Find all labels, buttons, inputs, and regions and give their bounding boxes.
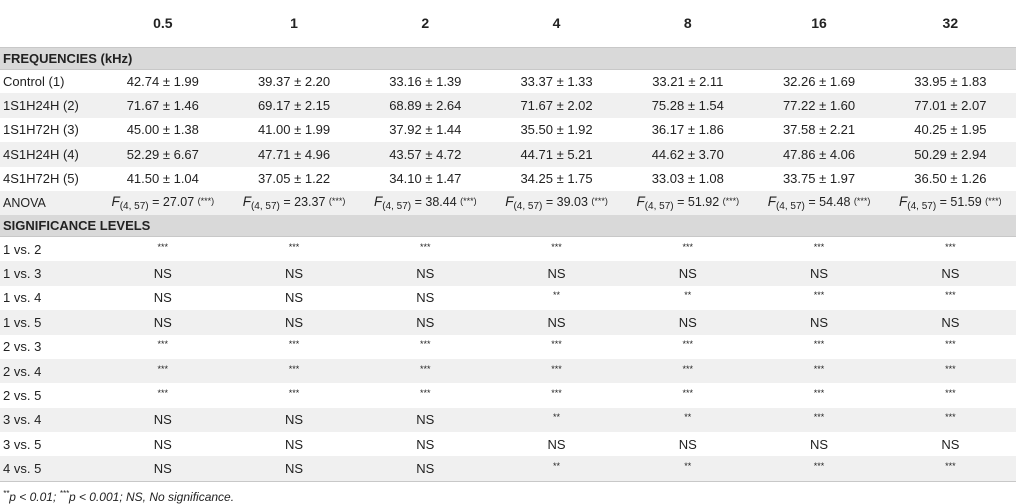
header-cell-4khz: 4 <box>491 0 622 47</box>
row-label: 1 vs. 5 <box>3 314 42 330</box>
data-cell: 33.95 ± 1.83 <box>914 73 987 89</box>
data-cell: NS <box>285 412 304 428</box>
significance-stars: *** <box>682 241 694 252</box>
degrees-of-freedom: (4, 57) <box>119 200 149 212</box>
row-label: 1 vs. 2 <box>3 241 42 257</box>
f-statistic-symbol: F <box>767 193 776 209</box>
data-cell <box>753 408 884 432</box>
data-cell: NS <box>678 266 697 282</box>
significance-stars: *** <box>813 241 825 252</box>
significance-stars: *** <box>945 412 956 423</box>
data-cell <box>753 335 884 359</box>
header-cell-32khz: 32 <box>885 0 1016 47</box>
data-cell: NS <box>678 436 697 452</box>
data-cell: NS <box>153 314 172 330</box>
data-cell: 37.58 ± 2.21 <box>782 122 856 138</box>
data-cell: 41.00 ± 1.99 <box>257 122 331 138</box>
data-cell: 44.71 ± 5.21 <box>520 146 593 162</box>
frequency-row <box>0 69 1016 93</box>
significance-marker: (***) <box>853 195 871 206</box>
data-cell: 41.50 ± 1.04 <box>126 171 199 187</box>
data-cell: 45.00 ± 1.38 <box>126 122 199 138</box>
equals-sign: = <box>542 194 557 209</box>
data-cell: NS <box>810 314 829 330</box>
data-cell: 33.03 ± 1.08 <box>651 171 724 187</box>
data-cell: 37.92 ± 1.44 <box>389 122 462 138</box>
significance-stars: ** <box>553 412 561 423</box>
significance-stars: *** <box>945 461 956 472</box>
header-cell-16khz: 16 <box>753 0 884 47</box>
row-label: 4 vs. 5 <box>3 461 42 477</box>
data-cell: NS <box>941 314 960 330</box>
significance-marker: (***) <box>197 195 215 206</box>
f-statistic-symbol: F <box>373 193 383 209</box>
data-cell: NS <box>547 436 566 452</box>
data-cell: NS <box>416 314 435 330</box>
data-cell <box>360 383 491 407</box>
anova-cell <box>885 191 1016 215</box>
significance-stars: *** <box>682 363 694 374</box>
equals-sign: = <box>148 194 163 209</box>
significance-stars: *** <box>813 363 825 374</box>
data-cell: 50.29 ± 2.94 <box>914 146 987 162</box>
significance-marker: (***) <box>460 195 477 206</box>
significance-stars: *** <box>551 241 562 252</box>
data-cell <box>228 359 359 383</box>
degrees-of-freedom: (4, 57) <box>250 200 280 212</box>
data-cell <box>360 237 491 261</box>
significance-marker: (***) <box>722 195 740 206</box>
data-cell: NS <box>285 266 304 282</box>
data-cell <box>885 359 1016 383</box>
significance-row <box>0 335 1016 359</box>
row-label: 1S1H24H (2) <box>3 98 79 114</box>
data-cell: NS <box>416 290 435 306</box>
data-cell <box>360 335 491 359</box>
data-cell: NS <box>153 412 172 428</box>
f-statistic-symbol: F <box>636 193 645 209</box>
anova-cell <box>360 191 491 215</box>
data-cell: 75.28 ± 1.54 <box>651 98 724 114</box>
f-statistic-symbol: F <box>899 193 908 209</box>
data-cell: 71.67 ± 2.02 <box>520 98 593 114</box>
f-value: 38.44 <box>425 194 457 209</box>
row-label: 2 vs. 4 <box>3 363 42 379</box>
significance-stars: *** <box>945 241 956 252</box>
frequency-row <box>0 167 1016 191</box>
data-cell: 77.01 ± 2.07 <box>914 98 987 114</box>
significance-stars: *** <box>813 461 825 472</box>
row-label: Control (1) <box>3 73 65 89</box>
significance-rows <box>0 237 1016 481</box>
significance-stars: ** <box>553 290 561 301</box>
data-cell: 47.86 ± 4.06 <box>782 146 856 162</box>
degrees-of-freedom: (4, 57) <box>775 200 805 212</box>
data-cell <box>491 383 622 407</box>
significance-stars: *** <box>288 241 300 252</box>
significance-row <box>0 383 1016 407</box>
header-cell-0-5khz: 0.5 <box>97 0 228 47</box>
data-cell: 36.17 ± 1.86 <box>651 122 724 138</box>
data-cell <box>622 383 753 407</box>
data-cell <box>491 286 622 310</box>
significance-stars: ** <box>684 412 692 423</box>
data-cell <box>491 408 622 432</box>
significance-stars: *** <box>420 387 431 398</box>
data-cell: 47.71 ± 4.96 <box>257 146 331 162</box>
row-label: 1 vs. 3 <box>3 266 42 282</box>
header-row <box>0 0 1016 47</box>
data-cell: NS <box>153 290 172 306</box>
data-cell <box>622 359 753 383</box>
significance-stars: *** <box>420 339 431 350</box>
anova-rows <box>0 191 1016 215</box>
significance-stars: *** <box>945 290 956 301</box>
data-cell <box>360 359 491 383</box>
section-row-frequencies <box>0 47 1016 69</box>
data-cell <box>491 359 622 383</box>
data-cell <box>622 335 753 359</box>
data-cell: 40.25 ± 1.95 <box>914 122 987 138</box>
significance-stars: *** <box>420 241 431 252</box>
row-label: 4S1H72H (5) <box>3 171 79 187</box>
data-cell: NS <box>153 266 172 282</box>
data-cell <box>97 237 228 261</box>
data-cell: 33.16 ± 1.39 <box>389 73 462 89</box>
data-cell: 34.10 ± 1.47 <box>389 171 462 187</box>
footnote-text-2: p < 0.01; <box>9 489 60 504</box>
significance-marker: (***) <box>591 195 608 206</box>
significance-row <box>0 310 1016 334</box>
significance-stars: *** <box>288 387 300 398</box>
significance-stars: *** <box>420 363 431 374</box>
frequency-rows <box>0 69 1016 191</box>
data-cell: NS <box>285 314 304 330</box>
data-cell: NS <box>941 266 960 282</box>
significance-stars: *** <box>157 339 169 350</box>
data-cell <box>228 383 359 407</box>
anova-cell <box>491 191 622 215</box>
equals-sign: = <box>411 194 426 209</box>
data-cell: 42.74 ± 1.99 <box>126 73 199 89</box>
data-cell <box>885 383 1016 407</box>
data-cell: NS <box>285 461 304 477</box>
header-cell-corner <box>0 0 97 47</box>
data-cell: NS <box>810 436 829 452</box>
significance-stars: *** <box>551 339 562 350</box>
data-cell <box>491 456 622 480</box>
header-cell-1khz: 1 <box>228 0 359 47</box>
data-cell <box>491 335 622 359</box>
significance-stars: ** <box>553 461 561 472</box>
degrees-of-freedom: (4, 57) <box>907 200 937 212</box>
anova-row <box>0 191 1016 215</box>
data-cell <box>228 335 359 359</box>
footnote-mark-3: *** <box>59 488 69 498</box>
significance-stars: *** <box>813 412 825 423</box>
data-cell: 37.05 ± 1.22 <box>257 171 331 187</box>
significance-stars: *** <box>551 363 562 374</box>
equals-sign: = <box>936 194 951 209</box>
data-cell: NS <box>416 461 435 477</box>
f-statistic-symbol: F <box>111 193 120 209</box>
data-cell <box>753 286 884 310</box>
header-cell-8khz: 8 <box>622 0 753 47</box>
row-label: 2 vs. 5 <box>3 387 42 403</box>
data-cell: NS <box>285 290 304 306</box>
row-label: 4S1H24H (4) <box>3 146 79 162</box>
data-cell <box>885 335 1016 359</box>
data-cell: NS <box>416 436 435 452</box>
significance-row <box>0 359 1016 383</box>
data-cell: 35.50 ± 1.92 <box>520 122 593 138</box>
significance-marker: (***) <box>985 195 1002 206</box>
significance-row <box>0 237 1016 261</box>
f-value: 51.92 <box>687 194 720 209</box>
significance-stars: *** <box>945 387 956 398</box>
significance-row <box>0 286 1016 310</box>
f-statistic-symbol: F <box>505 193 514 209</box>
data-cell <box>885 456 1016 480</box>
significance-stars: *** <box>813 290 825 301</box>
data-cell: 34.25 ± 1.75 <box>520 171 593 187</box>
data-cell: 39.37 ± 2.20 <box>257 73 331 89</box>
anova-cell <box>97 191 228 215</box>
significance-stars: *** <box>682 339 694 350</box>
significance-stars: *** <box>551 387 562 398</box>
frequency-row <box>0 93 1016 117</box>
footnote-mark-2: ** <box>3 488 10 498</box>
data-cell: NS <box>416 412 435 428</box>
significance-stars: *** <box>813 339 825 350</box>
data-cell <box>885 408 1016 432</box>
significance-stars: *** <box>157 363 169 374</box>
equals-sign: = <box>804 194 820 209</box>
data-cell: 32.26 ± 1.69 <box>782 73 856 89</box>
row-label: 1 vs. 4 <box>3 290 42 306</box>
data-cell: 33.75 ± 1.97 <box>782 171 856 187</box>
data-cell <box>753 383 884 407</box>
data-cell <box>885 286 1016 310</box>
data-cell: NS <box>153 436 172 452</box>
data-cell: NS <box>678 314 697 330</box>
frequency-row <box>0 118 1016 142</box>
data-cell: NS <box>547 314 566 330</box>
data-cell <box>753 359 884 383</box>
significance-stars: *** <box>157 387 169 398</box>
degrees-of-freedom: (4, 57) <box>513 200 543 212</box>
data-cell: 52.29 ± 6.67 <box>126 146 199 162</box>
data-cell <box>491 237 622 261</box>
significance-stars: *** <box>157 241 169 252</box>
anova-cell <box>622 191 753 215</box>
significance-row <box>0 261 1016 285</box>
section-heading-significance: SIGNIFICANCE LEVELS <box>0 215 1016 237</box>
f-value: 27.07 <box>162 194 195 209</box>
significance-stars: *** <box>945 363 956 374</box>
degrees-of-freedom: (4, 57) <box>382 200 412 212</box>
row-label: 3 vs. 4 <box>3 412 42 428</box>
significance-stars: *** <box>813 387 825 398</box>
f-value: 51.59 <box>950 194 982 209</box>
data-cell <box>622 286 753 310</box>
data-cell: NS <box>416 266 435 282</box>
significance-stars: *** <box>288 339 300 350</box>
data-cell <box>753 237 884 261</box>
data-cell: NS <box>941 436 960 452</box>
anova-cell <box>228 191 359 215</box>
row-label: 3 vs. 5 <box>3 436 42 452</box>
significance-stars: *** <box>288 363 300 374</box>
section-heading-frequencies: FREQUENCIES (kHz) <box>0 47 1016 69</box>
significance-marker: (***) <box>328 195 346 206</box>
data-cell: 68.89 ± 2.64 <box>389 98 462 114</box>
data-cell <box>622 456 753 480</box>
data-cell: 44.62 ± 3.70 <box>651 146 724 162</box>
data-cell: NS <box>547 266 566 282</box>
data-cell <box>228 237 359 261</box>
data-cell <box>753 456 884 480</box>
data-cell: 71.67 ± 1.46 <box>126 98 199 114</box>
frequency-row <box>0 142 1016 166</box>
data-cell <box>622 408 753 432</box>
significance-stars: ** <box>684 461 692 472</box>
data-cell <box>97 383 228 407</box>
f-statistic-symbol: F <box>242 193 251 209</box>
row-label: ANOVA <box>3 195 46 210</box>
significance-row <box>0 432 1016 456</box>
f-value: 54.48 <box>819 194 851 209</box>
data-cell: NS <box>285 436 304 452</box>
data-cell <box>622 237 753 261</box>
data-cell <box>97 335 228 359</box>
data-cell <box>97 359 228 383</box>
data-cell: 43.57 ± 4.72 <box>389 146 462 162</box>
significance-stars: *** <box>945 339 956 350</box>
data-cell: 69.17 ± 2.15 <box>257 98 331 114</box>
significance-row <box>0 456 1016 480</box>
significance-stars: *** <box>682 387 694 398</box>
data-cell: 77.22 ± 1.60 <box>782 98 856 114</box>
f-value: 23.37 <box>294 194 326 209</box>
f-value: 39.03 <box>556 194 588 209</box>
data-cell: 36.50 ± 1.26 <box>914 171 987 187</box>
header-cell-2khz: 2 <box>360 0 491 47</box>
data-cell <box>885 237 1016 261</box>
degrees-of-freedom: (4, 57) <box>644 200 674 212</box>
significance-stars: ** <box>684 290 692 301</box>
equals-sign: = <box>673 194 688 209</box>
equals-sign: = <box>279 194 295 209</box>
row-label: 1S1H72H (3) <box>3 122 79 138</box>
data-cell: NS <box>810 266 829 282</box>
data-cell: 33.37 ± 1.33 <box>520 73 593 89</box>
footnote-text-3: p < 0.001; NS, No significance. <box>68 489 235 504</box>
significance-row <box>0 408 1016 432</box>
data-cell: NS <box>153 461 172 477</box>
anova-cell <box>753 191 884 215</box>
section-row-significance <box>0 215 1016 237</box>
data-cell: 33.21 ± 2.11 <box>652 73 724 89</box>
row-label: 2 vs. 3 <box>3 339 42 355</box>
